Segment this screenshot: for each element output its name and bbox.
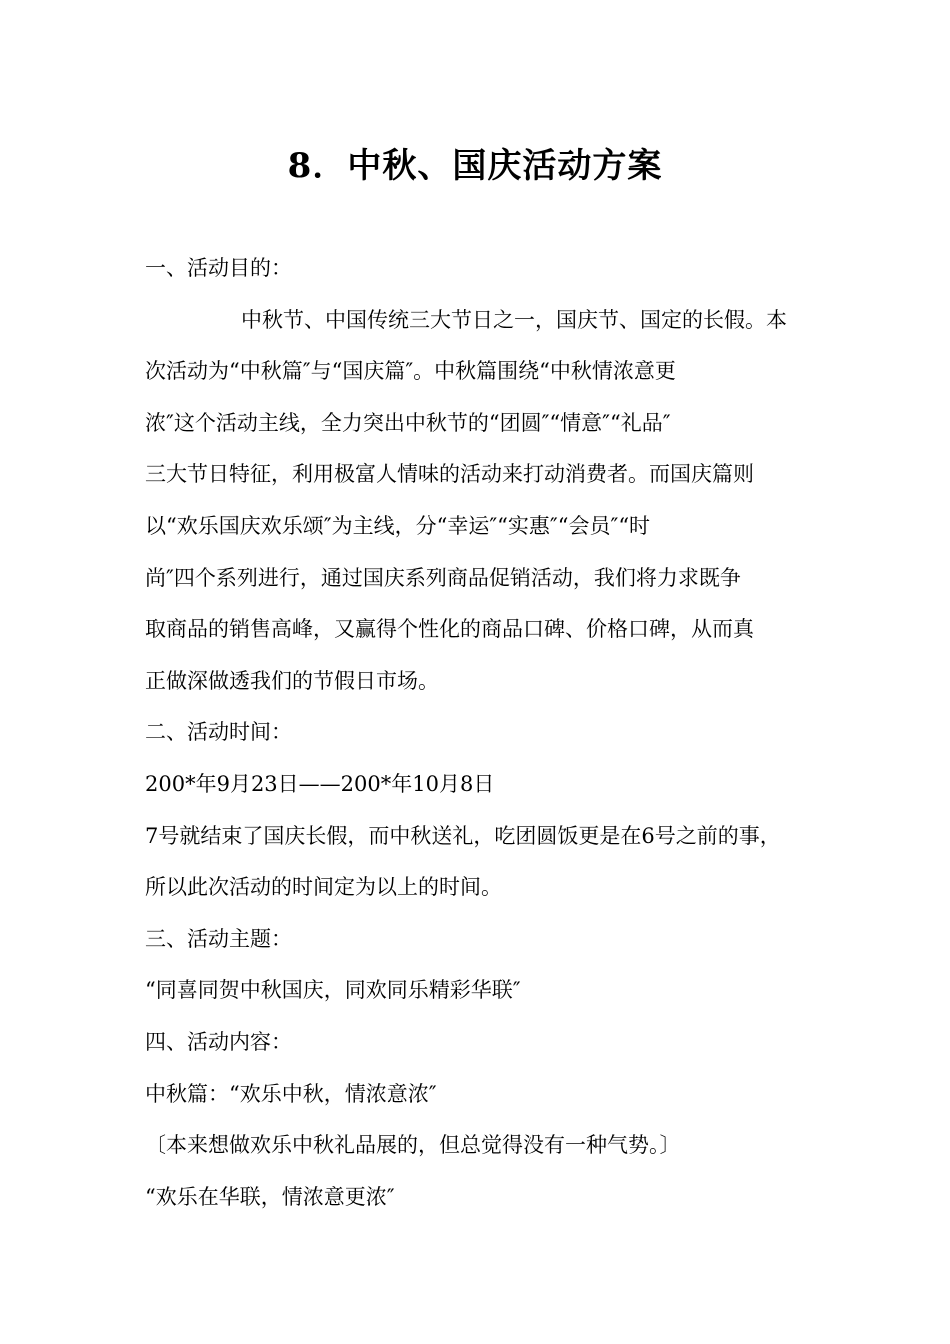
paragraph-line: 〔本来想做欢乐中秋礼品展的，但总觉得没有一种气势。〕 xyxy=(145,1133,681,1158)
paragraph-line: 尚″四个系列进行，通过国庆系列商品促销活动，我们将力求既争 xyxy=(145,565,741,590)
subsection-heading-mid-autumn: 中秋篇：“欢乐中秋，情浓意浓″ xyxy=(145,1081,437,1106)
paragraph-line: 7号就结束了国庆长假，而中秋送礼，吃团圆饭更是在6号之前的事， xyxy=(145,823,781,848)
paragraph-line: 取商品的销售高峰，又赢得个性化的商品口碑、价格口碑，从而真 xyxy=(145,617,754,642)
paragraph-line: 所以此次活动的时间定为以上的时间。 xyxy=(145,875,502,900)
document-body xyxy=(145,243,825,1223)
section-heading-theme: 三、活动主题： xyxy=(145,926,292,951)
section-heading-content: 四、活动内容： xyxy=(145,1029,292,1054)
paragraph-line: 以“欢乐国庆欢乐颂″为主线，分“幸运″“实惠″“会员″“时 xyxy=(145,513,651,538)
paragraph-line: 次活动为“中秋篇″与“国庆篇″。中秋篇围绕“中秋情浓意更 xyxy=(145,359,676,384)
date-range-line: 200*年9月23日——200*年10月8日 xyxy=(145,771,495,796)
paragraph-line: 浓″这个活动主线，全力突出中秋节的“团圆″“情意″“礼品″ xyxy=(145,410,671,435)
paragraph-line: 正做深做透我们的节假日市场。 xyxy=(145,668,439,693)
paragraph-line: 中秋节、中国传统三大节日之一，国庆节、国定的长假。本 xyxy=(241,307,787,332)
section-heading-purpose: 一、活动目的： xyxy=(145,256,292,280)
paragraph-line: “欢乐在华联，情浓意更浓″ xyxy=(145,1184,395,1209)
document-title: 8．中秋、国庆活动方案 xyxy=(287,146,663,186)
theme-line: “同喜同贺中秋国庆，同欢同乐精彩华联″ xyxy=(145,978,521,1003)
paragraph-line: 三大节日特征，利用极富人情味的活动来打动消费者。而国庆篇则 xyxy=(145,462,754,487)
section-heading-time: 二、活动时间： xyxy=(145,720,292,745)
